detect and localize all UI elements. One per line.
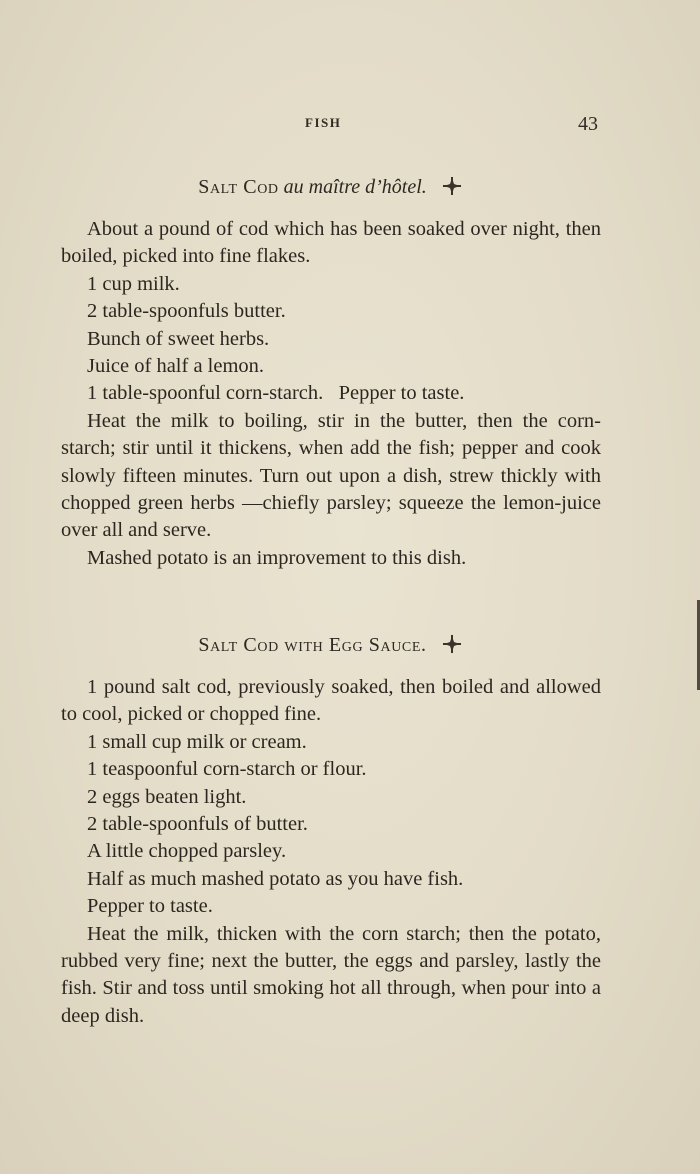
recipe-title-smallcaps: Salt Cod (198, 176, 279, 198)
recipe-instructions: Heat the milk, thicken with the corn starch; then the potato, rubbed very fine; next the butter, the eggs and parsley, lastly the fish. Stir and toss until smoking hot all through, when pour into a deep dish. (61, 922, 601, 1027)
ingredient-line: 2 table-spoonfuls of butter. (87, 813, 308, 836)
recipe-intro: About a pound of cod which has been soaked over night, then boiled, picked into fine flakes. (61, 218, 601, 268)
recipe-title-italic: au maître d’hôtel. (283, 176, 427, 198)
recipe-body-2 (61, 674, 601, 1030)
recipe-body-1 (61, 216, 601, 572)
cross-ornament-icon (442, 634, 462, 654)
ingredient-line: 1 small cup milk or cream. (87, 730, 307, 753)
ingredient-line: Pepper to taste. (87, 895, 213, 918)
ingredient-line: 1 table-spoonful corn-starch. Pepper to taste. (87, 382, 465, 405)
ingredient-line: 2 table-spoonfuls butter. (87, 300, 286, 323)
cross-ornament-icon (442, 176, 462, 196)
running-head (0, 113, 700, 137)
page-number: 43 (578, 113, 598, 135)
ingredient-line: 1 cup milk. (87, 272, 180, 295)
ingredient-line: Juice of half a lemon. (87, 355, 265, 378)
recipe-instructions: Heat the milk to boiling, stir in the butter, then the corn-starch; stir until it thickens, when add the fish; pepper and cook slowly fifteen minutes. Turn out upon a dish, strew thickly with chopped green herbs —chiefly parsley; squeeze the lemon-juice over all and serve. (61, 409, 601, 542)
recipe-title-salt-cod-egg-sauce (0, 634, 660, 657)
ingredient-line: 2 eggs beaten light. (87, 785, 247, 808)
recipe-intro: 1 pound salt cod, previously soaked, then boiled and allowed to cool, picked or chopped fine. (61, 676, 601, 726)
recipe-note: Mashed potato is an improvement to this dish. (87, 546, 467, 569)
recipe-title-smallcaps: Salt Cod with Egg Sauce. (198, 634, 427, 656)
ingredient-line: 1 teaspoonful corn-starch or flour. (87, 758, 367, 781)
ingredient-line: Bunch of sweet herbs. (87, 327, 270, 350)
ingredient-line: Half as much mashed potato as you have fish. (87, 867, 464, 890)
running-title: FISH (305, 115, 342, 130)
ingredient-line: A little chopped parsley. (87, 840, 287, 863)
recipe-title-salt-cod-maitre-dhotel (0, 176, 660, 199)
